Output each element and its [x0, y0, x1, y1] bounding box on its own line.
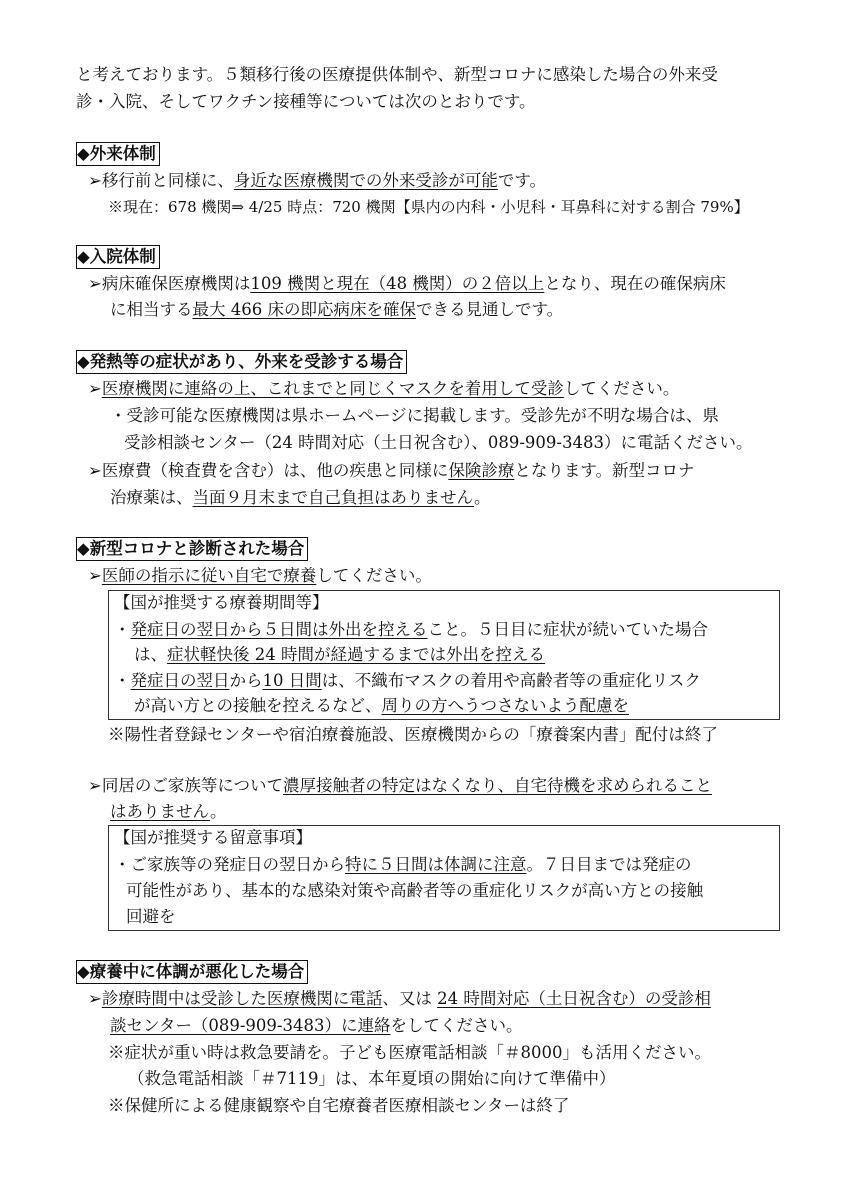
worsening-note-1: ※症状が重い時は救急要請を。子ども医療電話相談「＃8000」も活用ください。 [108, 1043, 711, 1062]
underlined-text: 特に５日間は体調に注意 [345, 855, 527, 874]
period-line-4 [134, 695, 629, 717]
notes-line-2: 可能性があり、基本的な感染対策や高齢者等の重症化リスクが高い方との接触 [126, 881, 704, 900]
fever-line-1 [88, 378, 679, 400]
text: 治療薬は、 [110, 488, 193, 507]
text: 。 [474, 488, 491, 507]
underlined-text: はありません [110, 802, 210, 821]
notes-line-1 [114, 854, 692, 876]
text: となり、現在の確保病床 [544, 274, 726, 293]
text: ➢同居のご家族等について [88, 776, 283, 795]
text: ➢ [88, 566, 102, 585]
text: ・ [114, 671, 131, 690]
text: できる見通しです。 [415, 300, 564, 319]
period-line-1 [114, 619, 708, 641]
fever-line-3: 受診相談センター（24 時間対応（土日祝含む）、089-909-3483）に電話ください。 [124, 433, 753, 452]
text: となります。新型コロナ [514, 461, 695, 480]
text: 、又は [382, 989, 438, 1008]
underlined-text: 当面９月末まで自己負担はありません [192, 488, 474, 507]
fever-line-5 [110, 487, 491, 509]
underlined-text: 24 時間対応（土日祝含む）の受診相 [437, 989, 711, 1008]
text: は、不織布マスクの着用や高齢者等の重症化リスク [321, 671, 701, 690]
text: ➢医療費（検査費を含む）は、他の疾患と同様に [88, 461, 449, 480]
underlined-text: 最大 466 床の即応病床を確保 [192, 300, 416, 319]
period-line-2 [134, 644, 545, 666]
notes-line-3: 回避を [126, 907, 176, 926]
section-heading-outpatient: ◆外来体制 [76, 142, 160, 166]
section-heading-fever: ◆発熱等の症状があり、外来を受診する場合 [76, 350, 407, 374]
underlined-text: 109 機関と現在（48 機関）の２倍以上 [250, 274, 545, 293]
text: ➢病床確保医療機関は [88, 274, 251, 293]
inpatient-line-2 [110, 299, 563, 321]
underlined-text: 談センター（089-909-3483）に連絡 [110, 1016, 391, 1035]
underlined-text: 身近な医療機関での外来受診が可能 [233, 171, 498, 190]
underlined-text: 医師の指示に従い自宅で療養 [101, 566, 317, 585]
text: です。 [497, 171, 547, 190]
text: こと。５日目に症状が続いていた場合 [427, 620, 708, 639]
underlined-text: 濃厚接触者の特定はなくなり、自宅待機を求められること [283, 776, 712, 795]
text: ・ [114, 620, 131, 639]
text: ➢移行前と同様に、 [88, 171, 234, 190]
worsening-line-2 [110, 1015, 522, 1037]
fever-line-4 [88, 460, 695, 482]
family-line-1 [88, 775, 712, 797]
text: ➢ [88, 989, 102, 1008]
text: してください。 [316, 566, 432, 585]
underlined-text: 発症日の翌日 [130, 671, 230, 690]
diagnosed-line-1 [88, 565, 432, 587]
intro-line-1: と考えております。５類移行後の医療提供体制や、新型コロナに感染した場合の外来受 [76, 65, 718, 84]
underlined-text: 症状軽快後 24 時間が経過するまでは外出を控える [167, 645, 545, 664]
outpatient-note: ※現在：678 機関⇒ 4/25 時点：720 機関【県内の内科・小児科・耳鼻科に対する割合 79%】 [108, 198, 749, 216]
underlined-text: 医療機関に連絡の上、これまでと同じくマスクを着用して受診 [101, 379, 564, 398]
text: ➢ [88, 379, 102, 398]
text: は、 [134, 645, 167, 664]
text: が高い方との接触を控えるなど、 [134, 696, 382, 715]
text: から [229, 671, 263, 690]
family-line-2 [110, 801, 227, 823]
underlined-text: 診療時間中は受診した医療機関に電話 [101, 989, 383, 1008]
text: してください。 [563, 379, 680, 398]
section-heading-worsening: ◆療養中に体調が悪化した場合 [76, 960, 308, 984]
recommended-period-title: 【国が推奨する療養期間等】 [114, 593, 329, 612]
period-line-3 [114, 670, 701, 692]
worsening-note-3: ※保健所による健康観察や自宅療養者医療相談センターは終了 [108, 1096, 570, 1115]
diagnosed-note: ※陽性者登録センターや宿泊療養施設、医療機関からの「療養案内書」配付は終了 [108, 725, 718, 744]
underlined-text: 10 日間 [262, 671, 322, 690]
underlined-text: 発症日の翌日から５日間は外出を控える [130, 620, 428, 639]
text: ・ご家族等の発症日の翌日から [114, 855, 345, 874]
underlined-text: 保険診療 [448, 461, 515, 480]
underlined-text: 周りの方へうつさないよう配慮を [381, 696, 629, 715]
outpatient-line-1 [88, 170, 546, 192]
worsening-line-1 [88, 988, 711, 1010]
text: 。 [210, 802, 227, 821]
recommended-notes-title: 【国が推奨する留意事項】 [114, 828, 312, 847]
text: 。７日目までは発症の [526, 855, 692, 874]
section-heading-diagnosed: ◆新型コロナと診断された場合 [76, 537, 308, 561]
intro-line-2: 診・入院、そしてワクチン接種等については次のとおりです。 [76, 92, 536, 111]
section-heading-inpatient: ◆入院体制 [76, 245, 160, 269]
inpatient-line-1 [88, 273, 726, 295]
worsening-note-2: （救急電話相談「＃7119」は、本年夏頃の開始に向けて準備中） [128, 1069, 616, 1088]
fever-line-2: ・受診可能な医療機関は県ホームページに掲載します。受診先が不明な場合は、県 [110, 406, 719, 425]
text: に相当する [110, 300, 193, 319]
text: をしてください。 [390, 1016, 523, 1035]
